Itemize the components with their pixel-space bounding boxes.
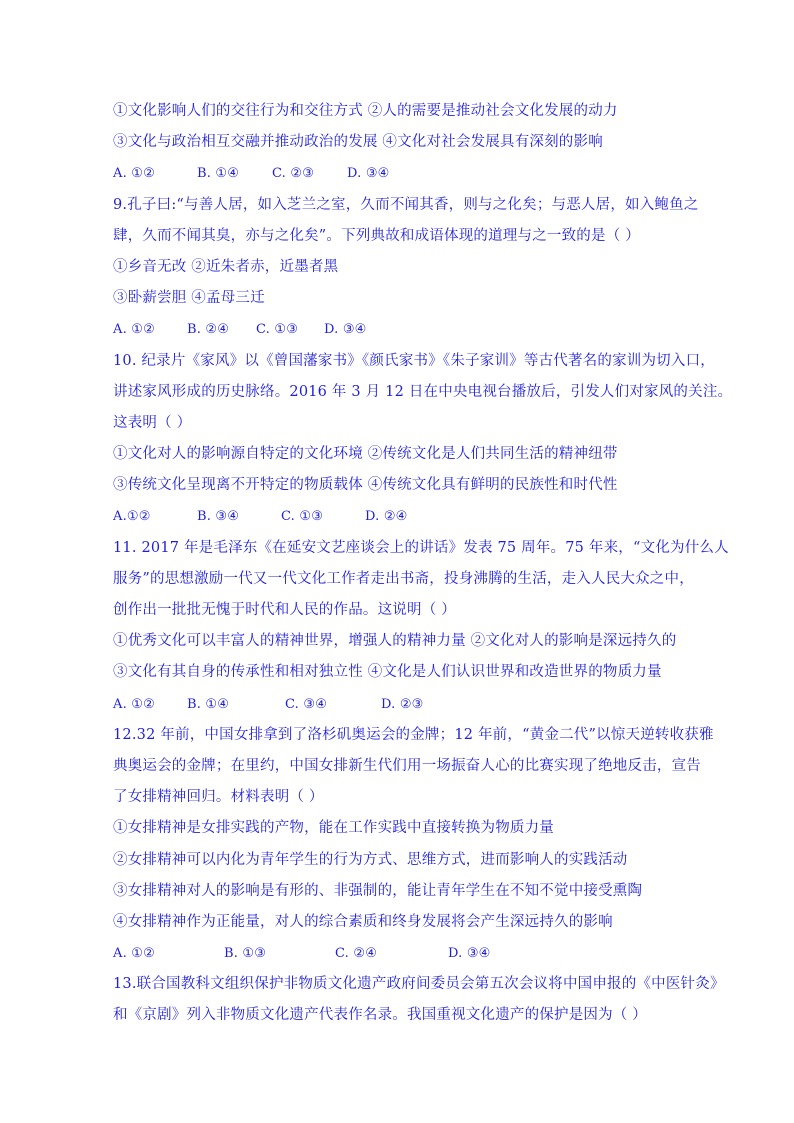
option-d: D. ②④	[365, 509, 408, 525]
exam-page	[113, 96, 733, 1032]
text-line: 了女排精神回归。材料表明（ ）	[113, 789, 324, 806]
text-line: ①优秀文化可以丰富人的精神世界，增强人的精神力量 ②文化对人的影响是深远持久的	[113, 633, 677, 650]
answer-options	[113, 938, 703, 969]
text-line: ①乡音无改 ②近朱者赤，近墨者黑	[113, 258, 339, 275]
option-b: B. ②④	[187, 322, 230, 338]
option-a: A.①②	[113, 509, 151, 525]
option-d: D. ③④	[347, 166, 390, 182]
option-a: A. ①②	[113, 166, 155, 182]
question-13: 13.联合国教科文组织保护非物质文化遗产政府间委员会第五次会议将中国申报的《中医针灸》	[113, 976, 725, 993]
question-12: 12.32 年前，中国女排拿到了洛杉矶奥运会的金牌；12 年前，“黄金二代”以惊天逆转收获雅	[113, 726, 714, 743]
option-d: D. ③④	[324, 322, 367, 338]
question-10: 10. 纪录片《家风》以《曾国藩家书》《颜氏家书》《朱子家训》等古代著名的家训为切入口，	[113, 352, 715, 369]
text-line: ④女排精神作为正能量，对人的综合素质和终身发展将会产生深远持久的影响	[113, 913, 613, 930]
text-line: 讲述家风形成的历史脉络。2016 年 3 月 12 日在中央电视台播放后，引发人们对家风的关注。	[113, 383, 733, 400]
option-c: C. ①③	[281, 509, 324, 525]
text-line: 和《京剧》列入非物质文化遗产代表作名录。我国重视文化遗产的保护是因为（ ）	[113, 1007, 648, 1024]
text-line: ①文化对人的影响源自特定的文化环境 ②传统文化是人们共同生活的精神纽带	[113, 446, 618, 463]
text-line: ①文化影响人们的交往行为和交往方式 ②人的需要是推动社会文化发展的动力	[113, 103, 618, 119]
text-line: ③卧薪尝胆 ④孟母三迁	[113, 290, 265, 307]
text-line: 服务”的思想激励一代又一代文化工作者走出书斋，投身沸腾的生活，走入人民大众之中，	[113, 570, 694, 587]
text-line: 肆，久而不闻其臭，亦与之化矣”。下列典故和成语体现的道理与之一致的是（ ）	[113, 227, 640, 244]
answer-options	[113, 314, 703, 345]
text-line: ①女排精神是女排实践的产物，能在工作实践中直接转换为物质力量	[113, 820, 554, 837]
answer-options	[113, 689, 703, 720]
option-b: B. ①④	[187, 696, 230, 712]
option-a: A. ①②	[113, 322, 155, 338]
text-line: ③女排精神对人的影响是有形的、非强制的，能让青年学生在不知不觉中接受熏陶	[113, 882, 643, 899]
option-c: C. ②④	[335, 946, 378, 962]
option-c: C. ②③	[272, 166, 315, 182]
text-line: 典奥运会的金牌；在里约，中国女排新生代们用一场振奋人心的比赛实现了绝地反击，宣告	[113, 757, 701, 774]
option-a: A. ①②	[113, 946, 155, 962]
text-line: ②女排精神可以内化为青年学生的行为方式、思维方式，进而影响人的实践活动	[113, 851, 628, 868]
text-line: 创作出一批批无愧于时代和人民的作品。这说明（ ）	[113, 602, 456, 618]
option-c: C. ③④	[285, 696, 328, 712]
question-11: 11. 2017 年是毛泽东《在延安文艺座谈会上的讲话》发表 75 周年。75 年来，“文化为什么人	[113, 539, 729, 556]
text-line: ③文化有其自身的传承性和相对独立性 ④文化是人们认识世界和改造世界的物质力量	[113, 664, 662, 681]
option-d: D. ③④	[448, 946, 491, 962]
answer-options	[113, 501, 703, 532]
option-a: A. ①②	[113, 696, 155, 712]
text-line: ③传统文化呈现离不开特定的物质载体 ④传统文化具有鲜明的民族性和时代性	[113, 477, 618, 494]
option-b: B. ①④	[197, 166, 240, 182]
option-d: D. ②③	[381, 696, 424, 712]
question-9: 9.孔子曰:“与善人居，如入芝兰之室，久而不闻其香，则与之化矣；与恶人居，如入鲍鱼之	[113, 196, 699, 213]
text-line: ③文化与政治相互交融并推动政治的发展 ④文化对社会发展具有深刻的影响	[113, 134, 603, 151]
option-c: C. ①③	[256, 322, 299, 338]
answer-options	[113, 158, 703, 189]
option-b: B. ①③	[224, 946, 267, 962]
text-line: 这表明（ ）	[113, 414, 192, 431]
option-b: B. ③④	[197, 509, 240, 525]
